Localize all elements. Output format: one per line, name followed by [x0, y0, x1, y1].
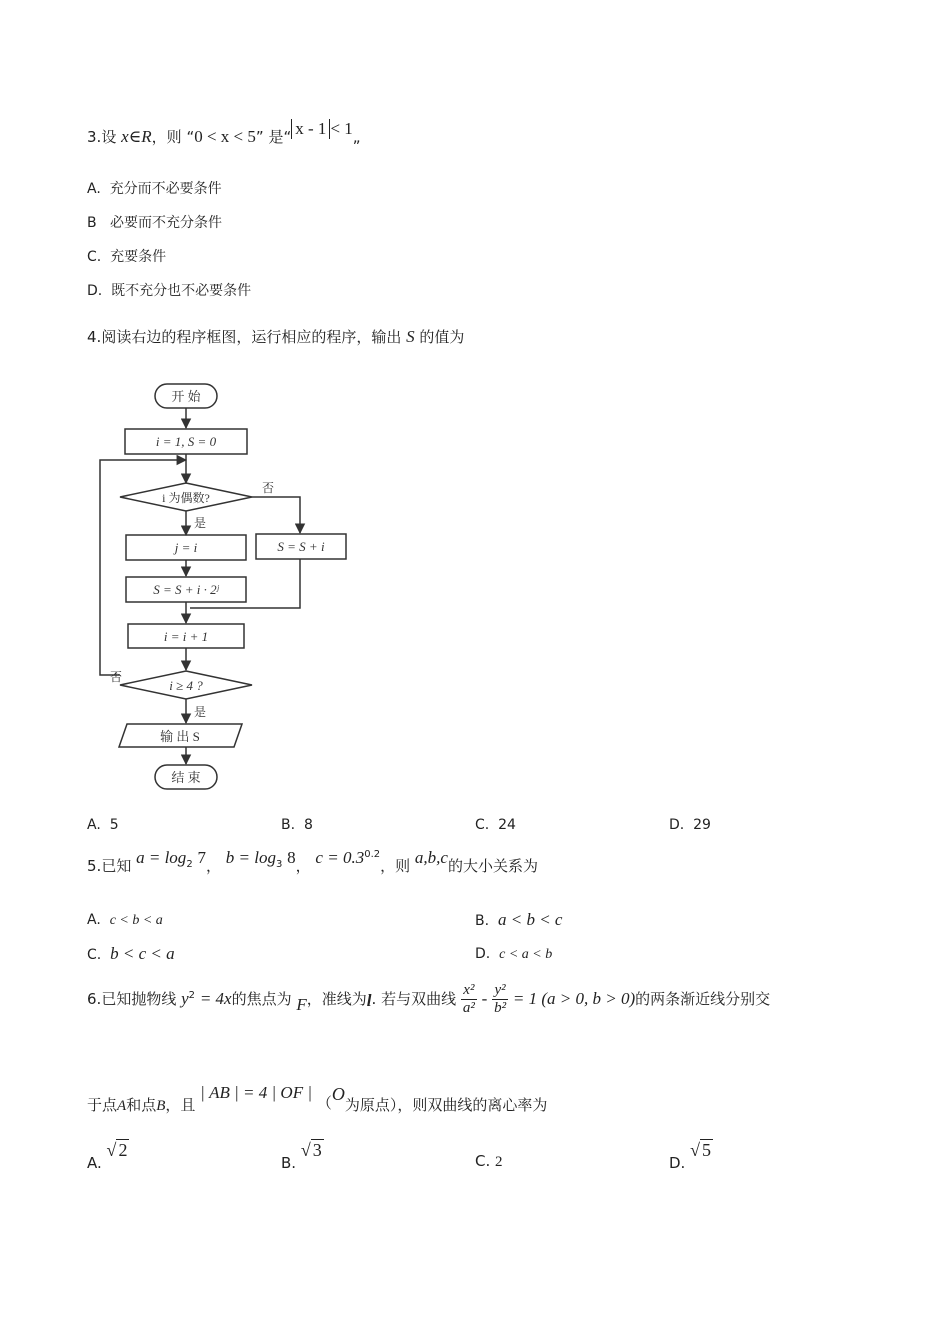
q4-number: 4.	[87, 328, 102, 346]
q4-option-d: D. 29	[669, 817, 711, 833]
q5-b-definition: b = log	[225, 848, 276, 867]
sqrt-icon: √ 5	[690, 1140, 711, 1160]
q3-abs-expression: x - 1	[291, 119, 330, 139]
q5-stem: 5.已知 $a = \log_2 7$， $b = \log_3 8$， $c = 0.3^{0.2}$，则 a,b,c的大小关系为	[87, 848, 538, 875]
sqrt-icon: √ 2	[106, 1140, 128, 1160]
q6-ab-expression: | AB | = 4 | OF |	[200, 1083, 313, 1102]
flow-start-label: 开 始	[171, 389, 201, 404]
flow-assign-j-label: j = i	[174, 540, 198, 555]
q5-option-c: C. b < c < a	[87, 944, 175, 963]
q6-fraction-y: $\frac{\text{y²}}{\text{b²}}$	[494, 982, 507, 1016]
q6-number: 6.	[87, 990, 102, 1008]
q4-option-b: B. 8	[281, 817, 313, 833]
flow-no1-label: 否	[261, 481, 275, 495]
q6-option-d: D. √ 5	[669, 1140, 711, 1172]
q6-stem-line2: 于点A和点B，且 | AB | = 4 | OF | （O为原点），则双曲线的离心率为	[87, 1083, 548, 1114]
q4-option-c: C. 24	[475, 817, 516, 833]
q3-stem: 3.设 x∈R，则 “0 < x < 5” 是“ x - 1 < 1„	[87, 119, 361, 146]
flow-yes1-label: 是	[193, 516, 207, 530]
q3-option-b: B 必要而不充分条件	[87, 215, 222, 231]
flow-add-power-label: S = S + i · 2ʲ	[153, 582, 219, 597]
q3-option-d: D. 既不充分也不必要条件	[87, 283, 252, 299]
q5-option-d: D. c < a < b	[475, 946, 553, 962]
flow-add-i-label: S = S + i	[277, 539, 325, 554]
q6-fraction-x: $\frac{\text{x²}}{\text{a²}}$	[462, 982, 475, 1016]
q6-option-b: B. √ 3	[281, 1140, 322, 1172]
q3-number: 3.	[87, 128, 102, 146]
q4-stem: 4.阅读右边的程序框图，运行相应的程序，输出 S 的值为	[87, 327, 465, 346]
flow-no2-label: 否	[109, 670, 123, 684]
flow-even-label: i 为偶数?	[162, 491, 210, 505]
q3-option-c: C. 充要条件	[87, 249, 167, 265]
q5-a-definition: a = log	[136, 848, 187, 867]
q3-option-a: A. 充分而不必要条件	[87, 181, 222, 197]
flow-yes2-label: 是	[193, 705, 207, 719]
q5-option-a: A. c < b < a	[87, 912, 163, 928]
flow-init-label: i = 1, S = 0	[155, 434, 217, 449]
flow-end-label: 结 束	[171, 770, 201, 785]
q4-flowchart	[90, 375, 360, 805]
flow-increment-label: i = i + 1	[163, 629, 209, 644]
q3-condition1: 0 < x < 5	[194, 127, 256, 146]
sqrt-icon: √ 3	[300, 1140, 322, 1160]
q5-c-definition: c = 0.3	[315, 848, 365, 867]
q5-number: 5.	[87, 857, 102, 875]
q4-option-a: A. 5	[87, 817, 119, 833]
q6-option-c: C. 2	[475, 1152, 503, 1170]
flow-output-label: 输 出 S	[160, 729, 200, 744]
flow-ge-label: i ≥ 4 ?	[169, 678, 203, 693]
q6-option-a: A. √ 2	[87, 1140, 128, 1172]
q6-parabola-rhs: = 4x	[199, 989, 232, 1008]
q6-stem-line1: 6.已知抛物线 $y^2 = 4x$的焦点为 F，准线为l. 若与双曲线 $\frac{\text{x²}}{\text{a²}}$ - $\frac{\text{y²}}{\text{b²}}$ = 1 (a > 0, b > 0)的两条渐近线分别交	[87, 982, 771, 1016]
q6-hyperbola-rhs: = 1 (a > 0, b > 0)	[512, 989, 636, 1008]
q5-option-b: B. a < b < c	[475, 910, 563, 929]
